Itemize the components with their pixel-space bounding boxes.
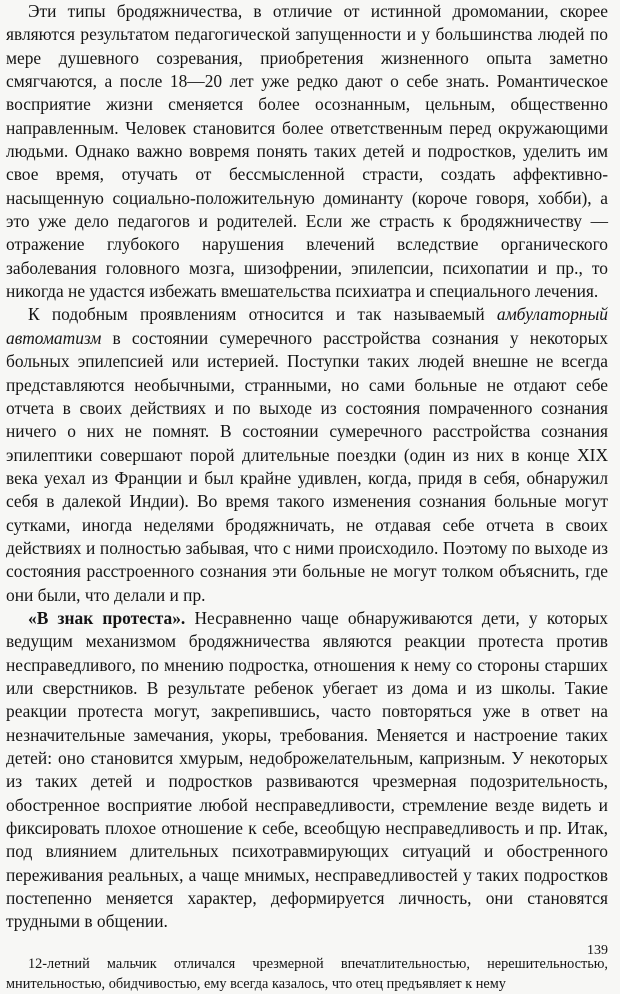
page-number: 139: [587, 943, 608, 958]
section-heading: «В знак протеста».: [28, 607, 186, 628]
paragraph-2: [6, 303, 608, 606]
paragraph-2-body: в состоянии сумеречного расстройства сознания у некоторых больных эпилепсией или истерией. Поступки таких людей внешне не всегда представляются необычными, странными, но сами больные не отдают себе отчета в своих действиях и по выходе из состояния помраченного сознания ничего о них не помнят. В состоянии сумеречного расстройства сознания эпилептики совершают порой длительные поездки (один из них в конце XIX века уехал из Франции и был крайне удивлен, когда, придя в себя, обнаружил себя в далекой Индии). Во время такого изменения сознания больные могут сутками, иногда неделями бродяжничать, не отдавая себе отчета в своих действиях и полностью забывая, что с ними происходило. Поэтому по выходе из состояния расстроенного сознания эти больные не могут толком объяснить, где они были, что делали и пр.: [6, 327, 608, 605]
paragraph-3: [6, 607, 608, 934]
case-note: 12-летний мальчик отличался чрезмерной впечатлительностью, нерешительностью, мнительностью, обидчивостью, ему всегда казалось, что отец предъявляет к нему: [6, 955, 608, 992]
paragraph-1: [6, 0, 608, 303]
italic-term: амбулаторный автоматизм: [6, 304, 608, 348]
paragraph-2-intro: К подобным проявлениям относится и так называемый: [28, 304, 497, 325]
paragraph-1-text: Эти типы бродяжничества, в отличие от истинной дромомании, скорее являются результатом педагогической запущенности и у большинства людей по мере душевного созревания, приобретения жизненного опыта заметно смягчаются, а после 18—20 лет уже редко дают о себе знать. Романтическое восприятие жизни сменяется более осознанным, цельным, общественно направленным. Человек становится более ответственным перед окружающими людьми. Однако важно вовремя понять таких детей и подростков, уделить им свое время, отучать от бессмысленной страсти, создать аффективно-насыщенную социально-положительную доминанту (короче говоря, хобби), а это уже дело педагогов и родителей. Если же страсть к бродяжничеству — отражение глубокого нарушения влечений вследствие органического заболевания головного мозга, шизофрении, эпилепсии, психопатии и пр., то никогда не удастся избежать вмешательства психиатра и специального лечения.: [6, 1, 608, 302]
paragraph-3-text: Несравненно чаще обнаруживаются дети, у которых ведущим механизмом бродяжничества являются реакции протеста против несправедливого, по мнению подростка, отношения к нему со стороны старших или сверстников. В результате ребенок убегает из дома и из школы. Такие реакции протеста могут, закрепившись, часто повторяться уже в ответ на незначительные замечания, укоры, требования. Меняется и настроение таких детей: оно становится хмурым, недоброжелательным, капризным. У некоторых из таких детей и подростков развиваются чрезмерная подозрительность, обостренное восприятие любой несправедливости, стремление везде видеть и фиксировать плохое отношение к себе, всеобщую несправедливость и пр. Итак, под влиянием длительных психотравмирующих ситуаций и обостренного переживания реальных, а чаще мнимых, несправедливостей у таких подростков постепенно меняется характер, деформируется личность, они становятся трудными в общении.: [6, 607, 608, 932]
